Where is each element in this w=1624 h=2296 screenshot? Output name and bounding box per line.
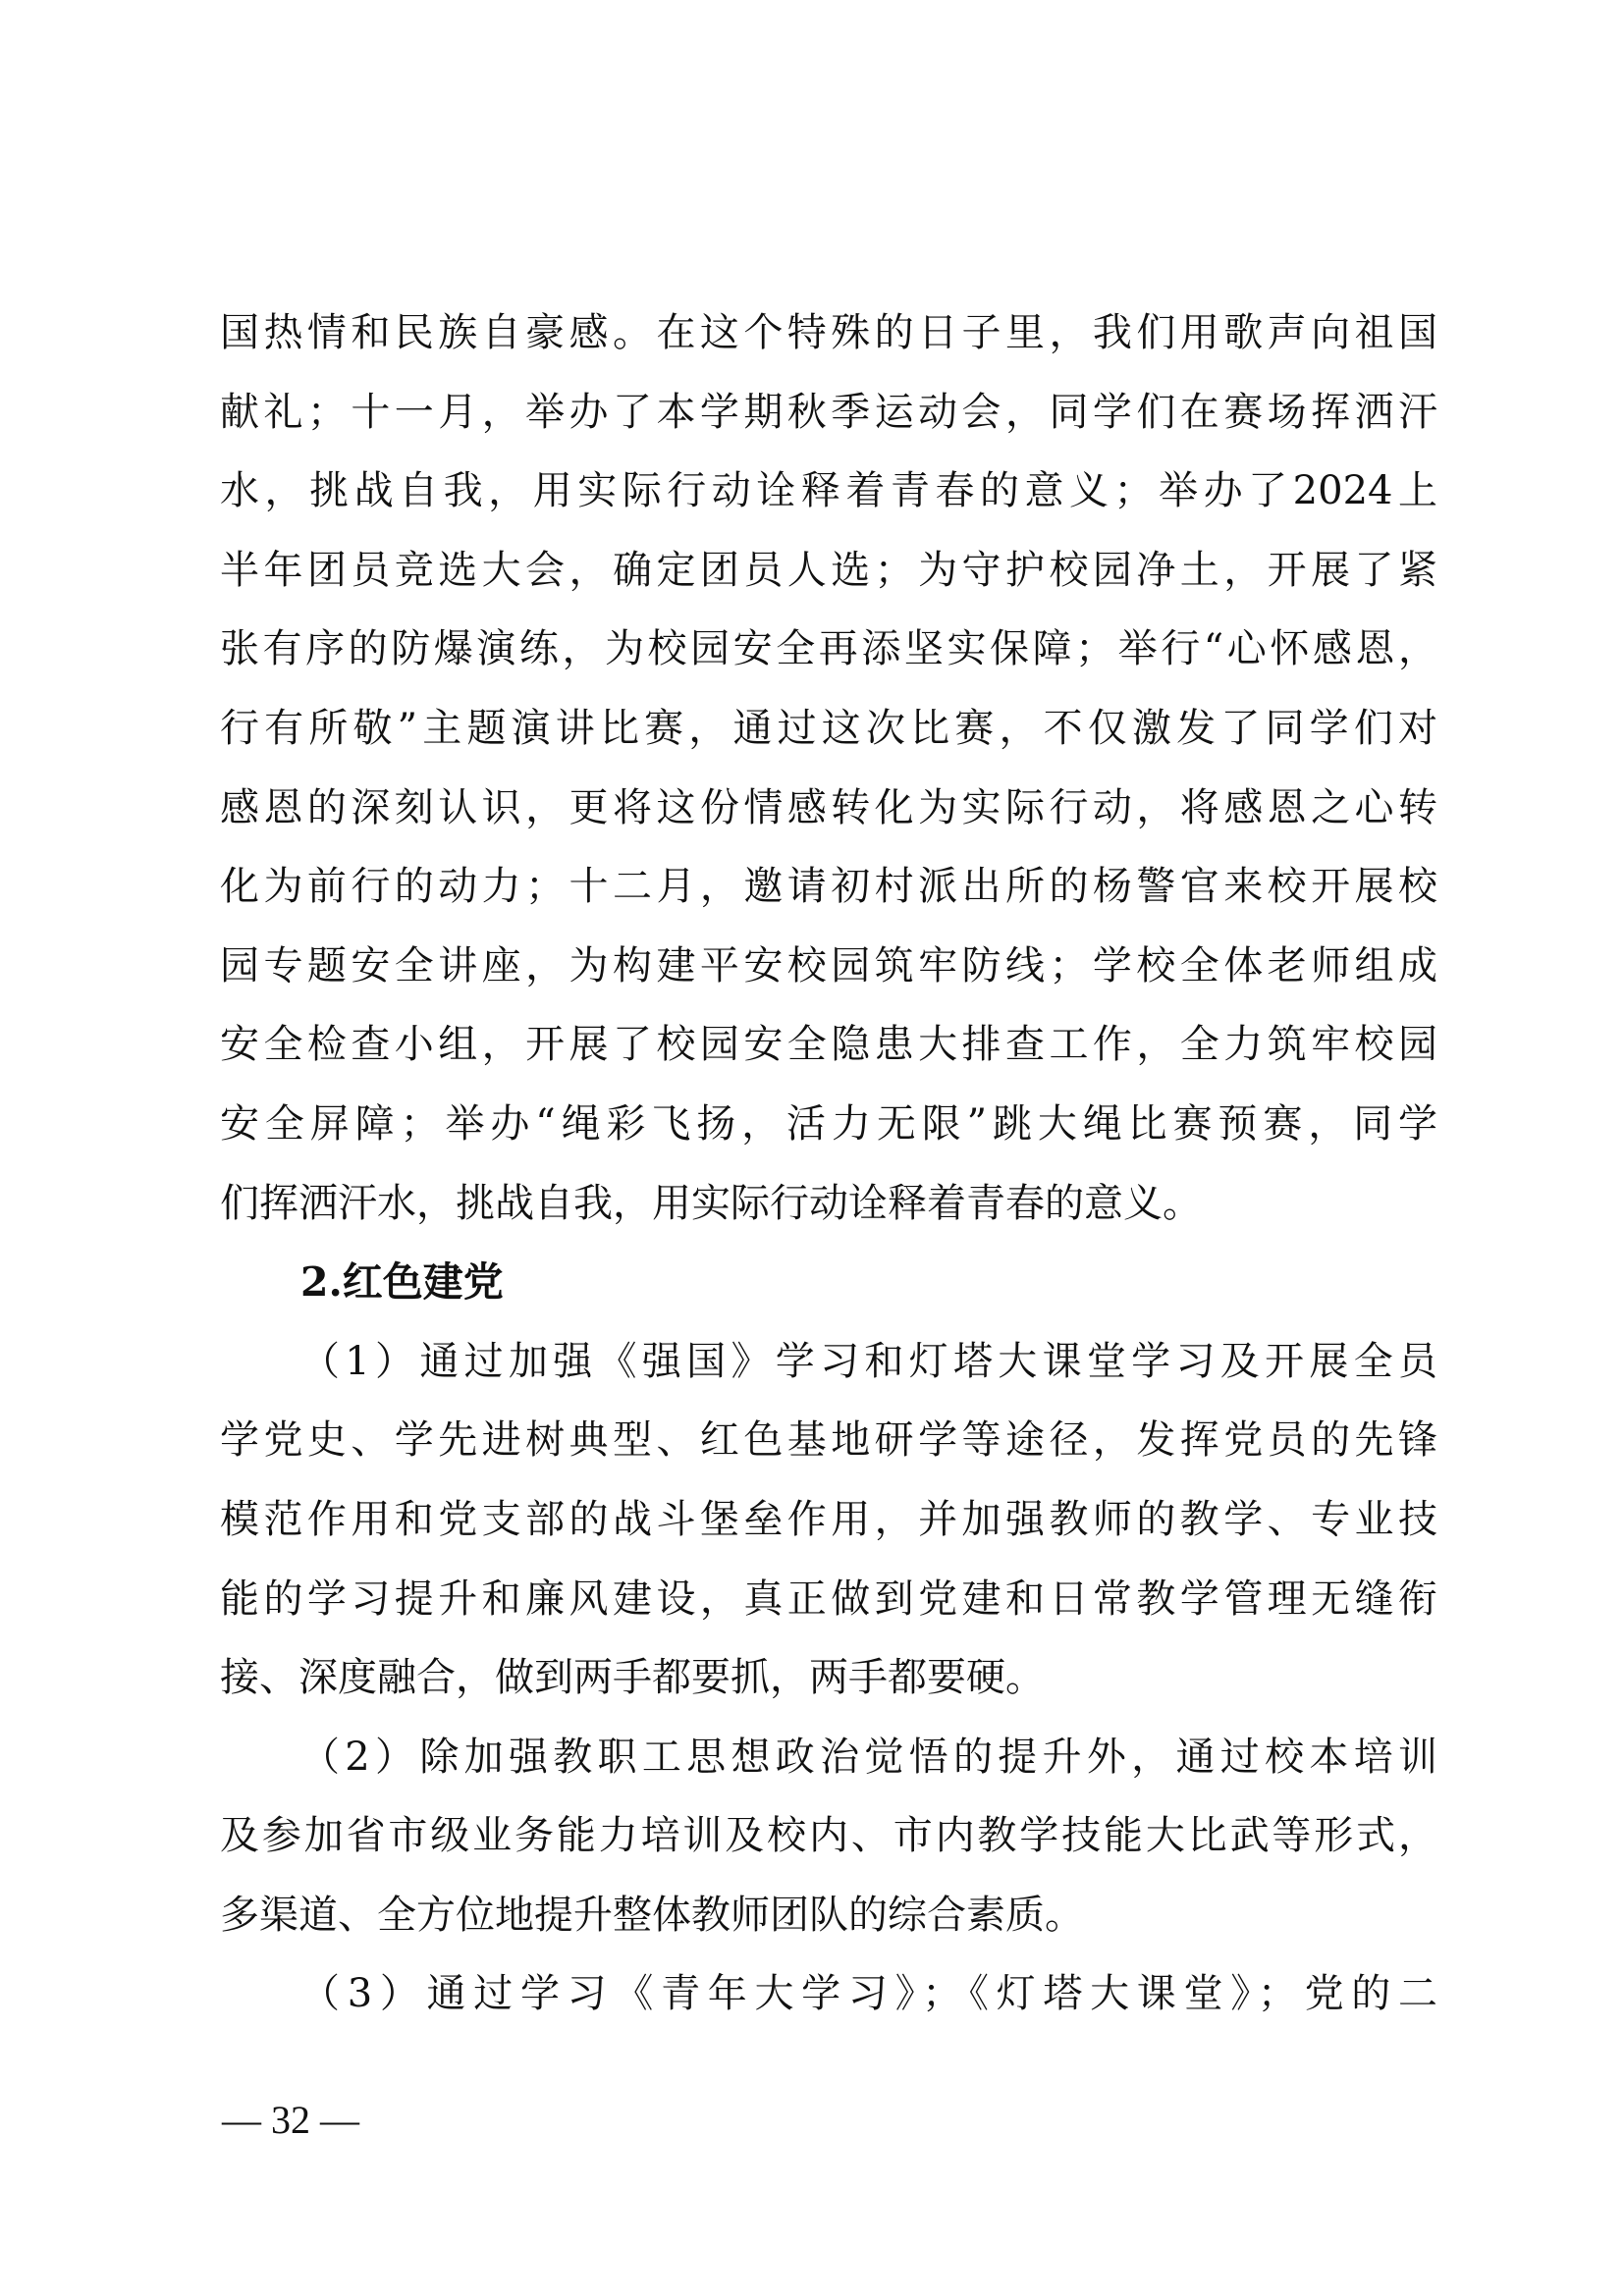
text-line: 张有序的防爆演练，为校园安全再添坚实保障；举行“心怀感恩， (220, 626, 1437, 672)
text-line: 接、深度融合，做到两手都要抓，两手都要硬。 (220, 1655, 1045, 1701)
text-line: 感恩的深刻认识，更将这份情感转化为实际行动，将感恩之心转 (220, 784, 1437, 830)
page-number: — 32 — (222, 2098, 359, 2142)
text-line: 国热情和民族自豪感。在这个特殊的日子里，我们用歌声向祖国 (220, 310, 1437, 355)
text-line: （1）通过加强《强国》学习和灯塔大课堂学习及开展全员 (300, 1338, 1437, 1384)
text-line: 多渠道、全方位地提升整体教师团队的综合素质。 (220, 1892, 1084, 1938)
text-line: 们挥洒汗水，挑战自我，用实际行动诠释着青春的意义。 (220, 1180, 1202, 1226)
text-line: 安全检查小组，开展了校园安全隐患大排查工作，全力筑牢校园 (220, 1022, 1437, 1068)
text-line: 学党史、学先进树典型、红色基地研学等途径，发挥党员的先锋 (220, 1417, 1437, 1464)
text-line: 化为前行的动力；十二月，邀请初村派出所的杨警官来校开展校 (220, 864, 1437, 910)
section-heading: 2.红色建党 (300, 1258, 504, 1307)
text-line: 安全屏障；举办“绳彩飞扬，活力无限”跳大绳比赛预赛，同学 (220, 1100, 1437, 1147)
text-line: 模范作用和党支部的战斗堡垒作用，并加强教师的教学、专业技 (220, 1496, 1437, 1542)
text-line: 半年团员竞选大会，确定团员人选；为守护校园净土，开展了紧 (220, 547, 1437, 593)
text-line: 献礼；十一月，举办了本学期秋季运动会，同学们在赛场挥洒汗 (220, 389, 1437, 435)
text-line: （2）除加强教职工思想政治觉悟的提升外，通过校本培训 (300, 1734, 1437, 1780)
text-line: 水，挑战自我，用实际行动诠释着青春的意义；举办了2024上 (220, 468, 1437, 514)
text-line: 能的学习提升和廉风建设，真正做到党建和日常教学管理无缝衔 (220, 1575, 1437, 1622)
text-line: 园专题安全讲座，为构建平安校园筑牢防线；学校全体老师组成 (220, 942, 1437, 988)
text-line: 及参加省市级业务能力培训及校内、市内教学技能大比武等形式， (220, 1813, 1437, 1859)
text-line: 行有所敬”主题演讲比赛，通过这次比赛，不仅激发了同学们对 (220, 705, 1437, 751)
document-body (220, 303, 1437, 2044)
text-line: （3）通过学习《青年大学习》；《灯塔大课堂》；党的二 (300, 1971, 1437, 2017)
